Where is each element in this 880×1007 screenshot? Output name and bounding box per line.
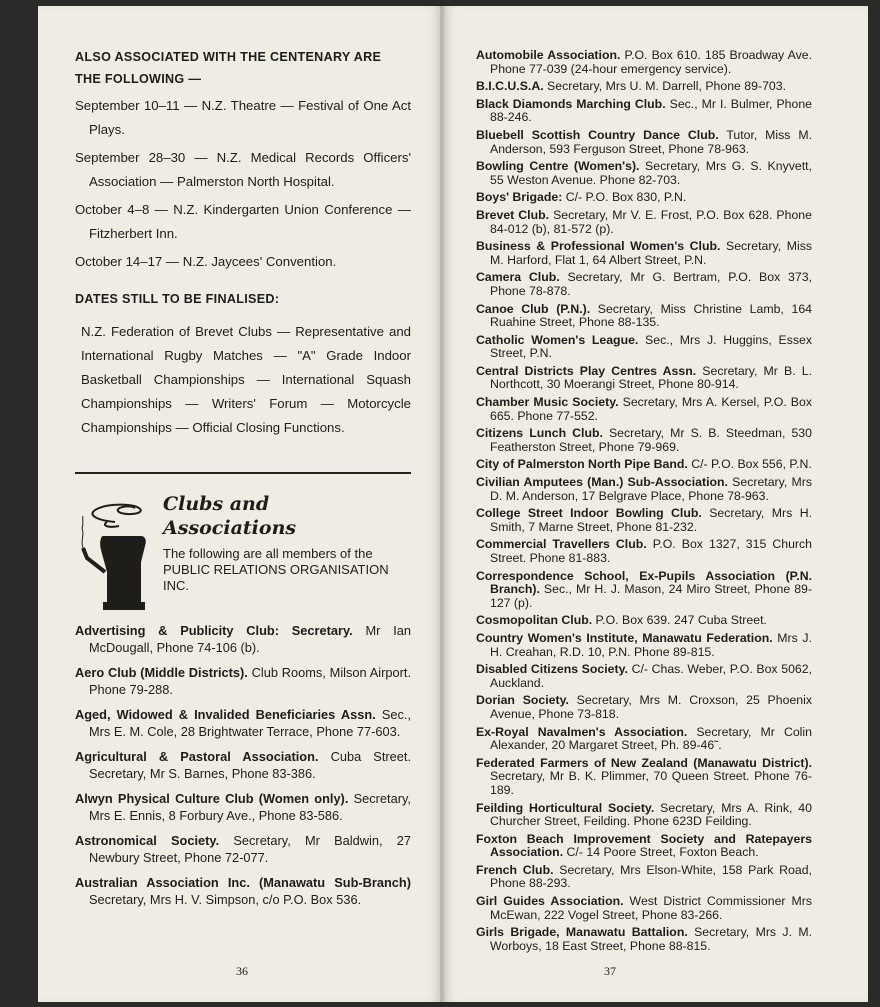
club-details: Secretary, Mr B. K. Plimmer, 70 Queen Street. Phone 76-189. bbox=[490, 769, 812, 797]
club-name: Alwyn Physical Culture Club (Women only). bbox=[75, 791, 349, 806]
club-details: Secretary, Mrs H. Smith, 7 Marne Street, Phone 81-232. bbox=[490, 506, 812, 534]
event-item: September 10–11 — N.Z. Theatre — Festival of One Act Plays. bbox=[75, 98, 411, 137]
club-details: Mrs J. H. Creahan, R.D. 10, P.N. Phone 89-815. bbox=[490, 630, 812, 659]
club-name: Brevet Club. bbox=[476, 207, 550, 222]
club-details: Secretary, Mr G. Bertram, P.O. Box 373, Phone 78-878. bbox=[490, 270, 812, 298]
club-details: Secretary, Mrs J. M. Worboys, 18 East Street, Phone 88-815. bbox=[490, 925, 812, 953]
club-name: Catholic Women's League. bbox=[476, 332, 639, 347]
club-entry bbox=[476, 570, 812, 611]
right-column bbox=[476, 49, 812, 957]
club-entry bbox=[476, 334, 812, 361]
club-name: Girl Guides Association. bbox=[476, 894, 624, 909]
club-name: B.I.C.U.S.A. bbox=[476, 79, 544, 94]
club-details: P.O. Box 610. 185 Broadway Ave. Phone 77-039 (24-hour emergency service). bbox=[490, 48, 813, 76]
club-details: Secretary, Mrs E. Ennis, 8 Forbury Ave., Phone 83-586. bbox=[89, 791, 411, 823]
event-item: September 28–30 — N.Z. Medical Records Officers' Association — Palmerston North Hospital. bbox=[75, 150, 411, 189]
club-name: Astronomical Society. bbox=[75, 833, 220, 848]
clubs-title bbox=[163, 492, 296, 540]
club-details: P.O. Box 1327, 315 Church Street. Phone 81-883. bbox=[490, 537, 812, 565]
event-item: October 14–17 — N.Z. Jaycees' Convention. bbox=[75, 254, 337, 269]
event-item: October 4–8 — N.Z. Kindergarten Union Conference — Fitzherbert Inn. bbox=[75, 202, 411, 241]
left-page bbox=[38, 6, 440, 1002]
club-entry bbox=[476, 80, 812, 94]
clubs-intro: The following are all members of the PUBLIC RELATIONS ORGANISATION INC. bbox=[163, 546, 389, 593]
club-details: Secretary, Mrs H. V. Simpson, c/o P.O. Box 536. bbox=[89, 892, 362, 907]
clubs-title-line-2: Associations bbox=[163, 517, 297, 539]
club-details: C/- Chas. Weber, P.O. Box 5062, Auckland. bbox=[490, 662, 812, 690]
club-name: Civilian Amputees (Man.) Sub-Association. bbox=[476, 475, 728, 490]
club-details: Sec., Mr H. J. Mason, 24 Miro Street, Phone 89-127 (p). bbox=[490, 582, 812, 610]
club-name: City of Palmerston North Pipe Band. bbox=[476, 457, 688, 472]
club-entry bbox=[476, 726, 812, 753]
club-name: College Street Indoor Bowling Club. bbox=[476, 506, 702, 521]
club-name: Australian Association Inc. (Manawatu Sub-Branch) bbox=[75, 875, 411, 890]
club-details: Secretary, Mrs G. S. Knyvett, 55 Weston Avenue. Phone 82-703. bbox=[490, 159, 812, 187]
club-name: Federated Farmers of New Zealand (Manawatu District). bbox=[476, 755, 812, 770]
club-entry bbox=[476, 864, 812, 891]
section-divider bbox=[75, 472, 411, 474]
club-entry bbox=[75, 790, 411, 824]
page-number: 37 bbox=[604, 964, 616, 978]
smoking-figure-logo bbox=[75, 492, 160, 622]
centenary-heading: ALSO ASSOCIATED WITH THE CENTENARY ARE THE FOLLOWING — bbox=[75, 50, 382, 86]
club-entry bbox=[75, 664, 411, 698]
club-name: Boys' Brigade: bbox=[476, 190, 563, 205]
club-details: P.O. Box 639. 247 Cuba Street. bbox=[592, 613, 767, 628]
club-entry bbox=[476, 802, 812, 829]
club-details: Club Rooms, Milson Airport. Phone 79-288. bbox=[89, 665, 411, 697]
club-details: Secretary, Mrs D. M. Anderson, 17 Belgrave Place, Phone 78-963. bbox=[490, 475, 812, 503]
club-name: Girls Brigade, Manawatu Battalion. bbox=[476, 925, 688, 940]
club-details: Secretary, Miss M. Harford, Flat 1, 64 Albert Street, P.N. bbox=[490, 239, 812, 267]
club-entry bbox=[75, 622, 411, 656]
club-entry bbox=[75, 706, 411, 740]
events-list bbox=[75, 94, 411, 274]
club-entry bbox=[476, 365, 812, 392]
club-name: Country Women's Institute, Manawatu Federation. bbox=[476, 630, 773, 645]
right-page bbox=[444, 6, 868, 1002]
club-name: Camera Club. bbox=[476, 270, 560, 285]
club-details: Secretary, Mrs Elson-White, 158 Park Road, Phone 88-293. bbox=[490, 862, 812, 891]
tbf-text: N.Z. Federation of Brevet Clubs — Representative and International Rugby Matches — "A" Grade Indoor Basketball Championships — International Squash Championships — Writers' Forum — Motorcycle Championships — Official Closing Functions. bbox=[81, 324, 411, 435]
club-entry bbox=[476, 396, 812, 423]
club-entry bbox=[476, 663, 812, 690]
club-entry bbox=[75, 874, 411, 908]
club-details: Secretary, Mrs A. Rink, 40 Churcher Street, Feilding. Phone 623D Feilding. bbox=[490, 800, 812, 829]
club-details: C/- P.O. Box 830, P.N. bbox=[562, 190, 687, 205]
club-entry bbox=[476, 538, 812, 565]
club-entry bbox=[476, 833, 812, 860]
club-name: Canoe Club (P.N.). bbox=[476, 301, 591, 316]
club-details: Mr Ian McDougall, Phone 74-106 (b). bbox=[89, 623, 411, 655]
page-number: 36 bbox=[236, 964, 248, 978]
club-name: Automobile Association. bbox=[476, 48, 621, 62]
club-entry bbox=[476, 757, 812, 798]
club-entry bbox=[476, 507, 812, 534]
club-name: Aero Club (Middle Districts). bbox=[75, 665, 248, 680]
club-name: Agricultural & Pastoral Association. bbox=[75, 749, 319, 764]
club-name: Aged, Widowed & Invalided Beneficiaries Assn. bbox=[75, 707, 376, 722]
club-entry bbox=[476, 427, 812, 454]
club-name: Bluebell Scottish Country Dance Club. bbox=[476, 127, 719, 142]
club-entry bbox=[476, 98, 812, 125]
club-details: Secretary, Mr S. B. Steedman, 530 Featherston Street, Phone 79-969. bbox=[490, 426, 812, 454]
left-entries bbox=[75, 622, 411, 908]
club-name: Black Diamonds Marching Club. bbox=[476, 96, 666, 111]
club-entry bbox=[476, 191, 812, 205]
club-details: Sec., Mrs J. Huggins, Essex Street, P.N. bbox=[490, 332, 812, 361]
club-details: Sec., Mr I. Bulmer, Phone 88-246. bbox=[490, 96, 812, 125]
club-entry bbox=[476, 476, 812, 503]
club-name: Central Districts Play Centres Assn. bbox=[476, 363, 697, 378]
tbf-heading: DATES STILL TO BE FINALISED: bbox=[75, 292, 280, 306]
club-name: Foxton Beach Improvement Society and Ratepayers Association. bbox=[476, 831, 812, 860]
club-details: Secretary, Mrs A. Kersel, P.O. Box 665. Phone 77-552. bbox=[490, 395, 812, 423]
club-name: Feilding Horticultural Society. bbox=[476, 800, 655, 815]
club-entry bbox=[75, 748, 411, 782]
club-name: Disabled Citizens Society. bbox=[476, 662, 628, 677]
club-details: C/- 14 Poore Street, Foxton Beach. bbox=[563, 845, 759, 860]
club-entry bbox=[476, 209, 812, 236]
left-column bbox=[75, 46, 411, 916]
club-name: Ex-Royal Navalmen's Association. bbox=[476, 724, 688, 739]
club-entry bbox=[75, 832, 411, 866]
club-entry bbox=[476, 303, 812, 330]
club-name: French Club. bbox=[476, 862, 554, 877]
club-details: Secretary, Mr Colin Alexander, 20 Margaret Street, Ph. 89-46˜. bbox=[490, 724, 812, 753]
club-entry bbox=[476, 926, 812, 953]
club-entry bbox=[476, 240, 812, 267]
club-details: Secretary, Mrs M. Croxson, 25 Phoenix Avenue, Phone 73-818. bbox=[490, 693, 812, 721]
club-entry bbox=[476, 614, 812, 628]
club-details: Tutor, Miss M. Anderson, 593 Ferguson Street, Phone 78-963. bbox=[490, 127, 812, 156]
club-entry bbox=[476, 160, 812, 187]
club-name: Advertising & Publicity Club: Secretary. bbox=[75, 623, 353, 638]
club-entry bbox=[476, 129, 812, 156]
club-entry bbox=[476, 895, 812, 922]
club-name: Dorian Society. bbox=[476, 693, 569, 708]
club-details: C/- P.O. Box 556, P.N. bbox=[687, 457, 812, 472]
clubs-header bbox=[75, 492, 411, 622]
club-name: Citizens Lunch Club. bbox=[476, 426, 603, 441]
club-details: West District Commissioner Mrs McEwan, 222 Vogel Street, Phone 83-266. bbox=[490, 894, 813, 922]
club-details: Sec., Mrs E. M. Cole, 28 Brightwater Terrace, Phone 77-603. bbox=[89, 707, 411, 739]
club-entry bbox=[476, 694, 812, 721]
club-name: Commercial Travellers Club. bbox=[476, 537, 647, 552]
club-name: Chamber Music Society. bbox=[476, 395, 619, 410]
club-entry bbox=[476, 458, 812, 472]
club-details: Secretary, Mr V. E. Frost, P.O. Box 628. Phone 84-012 (b), 81-572 (p). bbox=[490, 207, 812, 236]
club-details: Secretary, Mrs U. M. Darrell, Phone 89-703. bbox=[543, 79, 787, 94]
club-entry bbox=[476, 271, 812, 298]
club-name: Business & Professional Women's Club. bbox=[476, 239, 721, 254]
club-name: Cosmopolitan Club. bbox=[476, 613, 593, 628]
club-entry bbox=[476, 632, 812, 659]
club-name: Bowling Centre (Women's). bbox=[476, 159, 640, 174]
club-name: Correspondence School, Ex-Pupils Association (P.N. Branch). bbox=[476, 568, 812, 597]
club-details: Secretary, Mr Baldwin, 27 Newbury Street, Phone 72-077. bbox=[89, 833, 411, 865]
club-details: Secretary, Miss Christine Lamb, 164 Ruahine Street, Phone 88-135. bbox=[490, 301, 812, 330]
club-details: Cuba Street. Secretary, Mr S. Barnes, Phone 83-386. bbox=[89, 749, 412, 781]
clubs-title-line-1: Clubs and bbox=[163, 493, 270, 515]
club-details: Secretary, Mr B. L. Northcott, 30 Moerangi Street, Phone 80-914. bbox=[490, 363, 812, 392]
club-entry bbox=[476, 49, 812, 76]
